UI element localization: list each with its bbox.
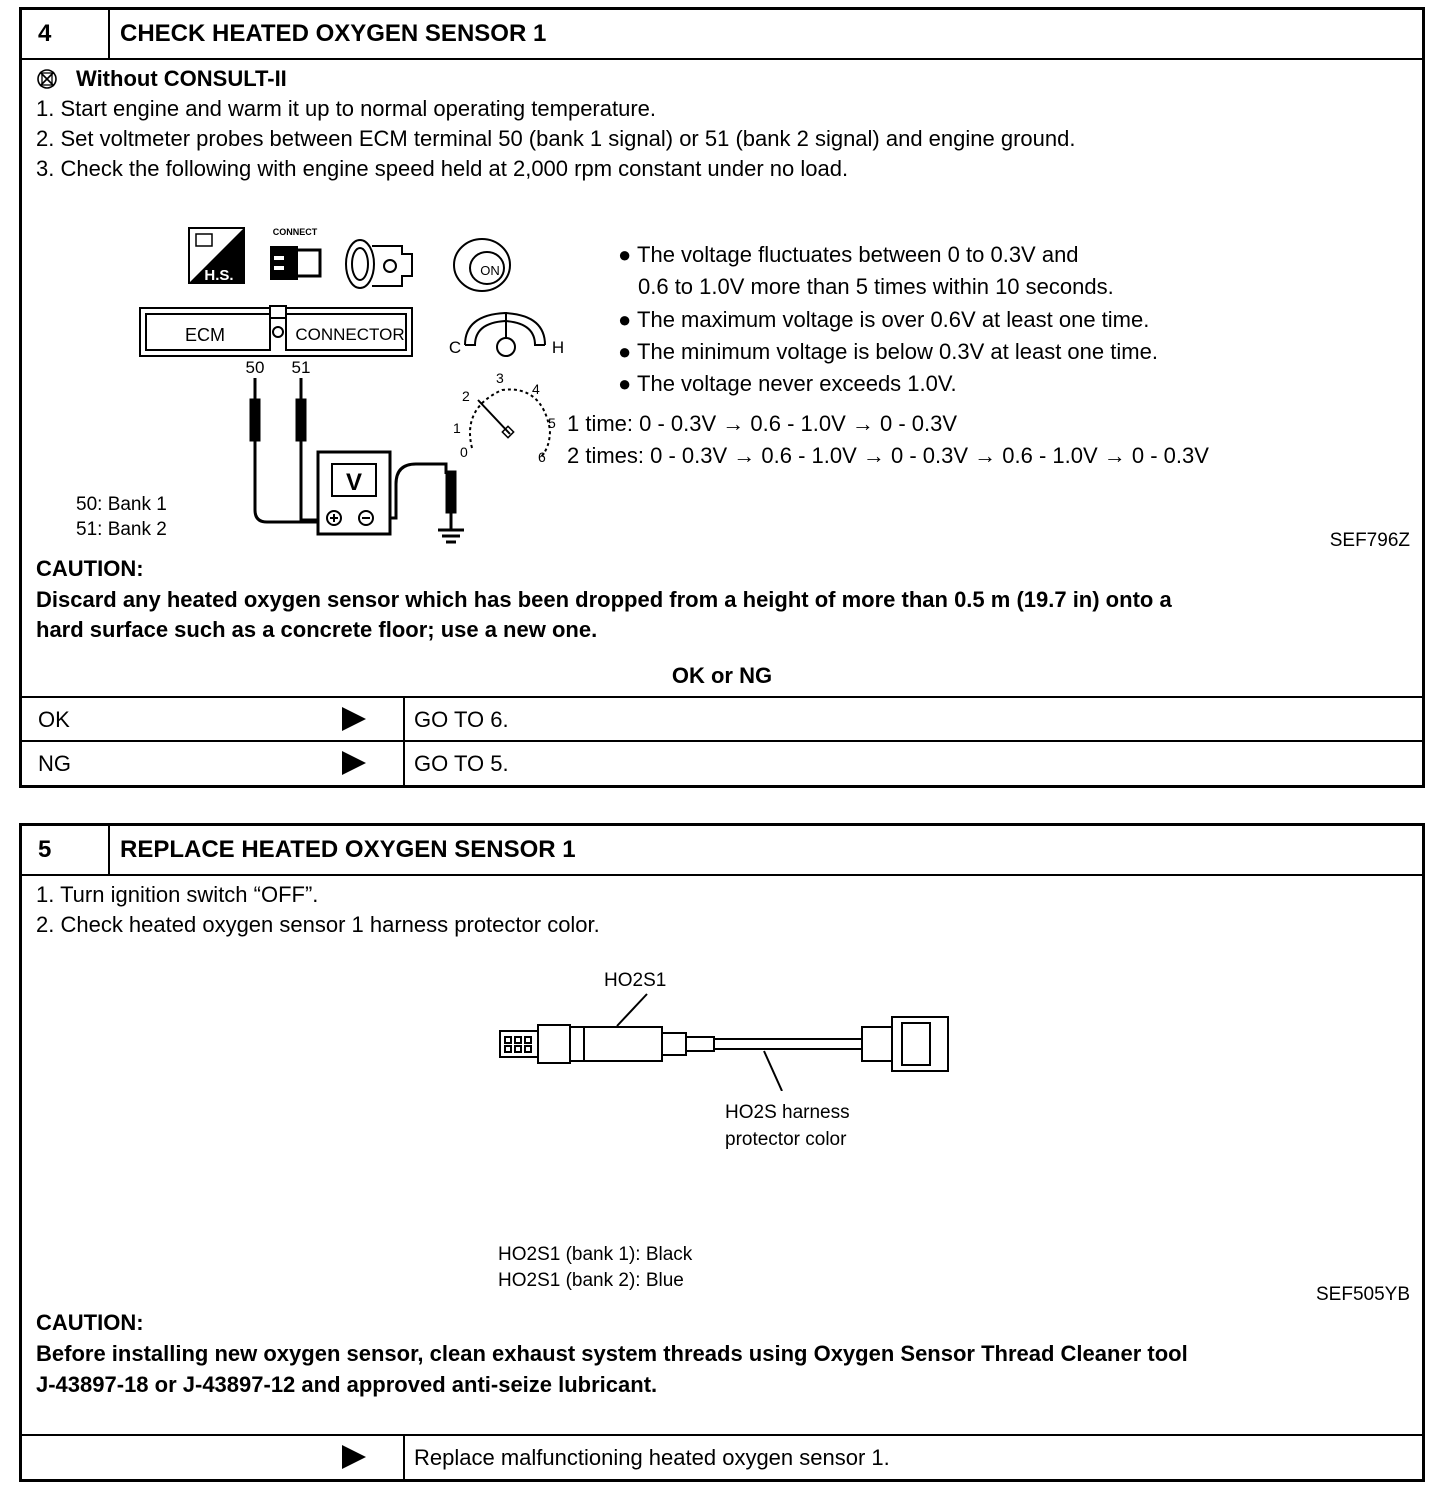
svg-text:C: C	[448, 338, 462, 357]
final-action: Replace malfunctioning heated oxygen sensor 1.	[414, 1445, 890, 1470]
svg-text:ON: ON	[480, 263, 500, 278]
arrow-icon	[342, 751, 366, 775]
final-action-row	[22, 1434, 1422, 1480]
svg-text:51: 51	[291, 358, 311, 377]
result-row-ng	[22, 740, 1422, 786]
svg-text:V: V	[345, 469, 363, 496]
voltmeter-icon	[318, 452, 390, 534]
sensor-label: HO2S1	[604, 970, 667, 991]
tachometer-icon	[453, 370, 556, 465]
ignition-on-icon	[454, 239, 510, 291]
temperature-gauge-icon	[449, 312, 564, 357]
step-number: 4	[22, 10, 110, 58]
svg-text:0: 0	[460, 444, 468, 460]
bullet-item: ● The voltage fluctuates between 0 to 0.3V and	[618, 242, 1079, 267]
result-action: GO TO 5.	[414, 751, 509, 776]
instruction-step: 2. Check heated oxygen sensor 1 harness protector color.	[36, 912, 600, 937]
instruction-step: 3. Check the following with engine speed held at 2,000 rpm constant under no load.	[36, 156, 849, 181]
step-title: REPLACE HEATED OXYGEN SENSOR 1	[120, 836, 576, 863]
caution-text: Discard any heated oxygen sensor which has been dropped from a height of more than 0.5 m (19.7 in) onto a	[36, 587, 1172, 612]
connector-connect-icon	[270, 227, 320, 280]
result-label: OK or NG	[671, 663, 773, 688]
step-title: CHECK HEATED OXYGEN SENSOR 1	[120, 20, 547, 47]
svg-text:ECM: ECM	[185, 325, 225, 345]
color-bank-2: HO2S1 (bank 2): Blue	[498, 1270, 684, 1291]
result-condition: NG	[38, 751, 71, 776]
bullet-item: ● The minimum voltage is below 0.3V at least one time.	[618, 339, 1158, 364]
svg-text:H: H	[551, 338, 565, 357]
result-condition: OK	[38, 707, 70, 732]
sequence-two-times: 2 times: 0 - 0.3V → 0.6 - 1.0V → 0 - 0.3V → 0.6 - 1.0V → 0 - 0.3V	[567, 443, 1209, 468]
step-number: 5	[22, 826, 110, 874]
sequence-one-time: 1 time: 0 - 0.3V → 0.6 - 1.0V → 0 - 0.3V	[567, 411, 958, 436]
caution-text: Before installing new oxygen sensor, clean exhaust system threads using Oxygen Sensor Thread Cleaner tool	[36, 1341, 1188, 1366]
hot-shift-icon	[189, 228, 244, 284]
figure-code: SEF505YB	[1316, 1284, 1410, 1305]
svg-text:6: 6	[538, 449, 546, 465]
svg-text:50: 50	[245, 358, 265, 377]
svg-text:1: 1	[453, 420, 461, 436]
color-bank-1: HO2S1 (bank 1): Black	[498, 1244, 693, 1265]
bullet-item: ● The maximum voltage is over 0.6V at least one time.	[618, 307, 1150, 332]
oxygen-sensor-diagram	[492, 991, 962, 1091]
figure-code: SEF796Z	[1329, 530, 1410, 551]
result-action: GO TO 6.	[414, 707, 509, 732]
instruction-step: 2. Set voltmeter probes between ECM terminal 50 (bank 1 signal) or 51 (bank 2 signal) and engine ground.	[36, 126, 1076, 151]
caution-label: CAUTION:	[36, 556, 144, 581]
step-5-header	[22, 826, 1422, 876]
bullet-item: ● The voltage never exceeds 1.0V.	[618, 371, 957, 396]
without-consult-label: Without CONSULT-II	[76, 66, 287, 91]
harness-label: protector color	[725, 1129, 847, 1150]
no-consult-icon	[36, 68, 58, 90]
result-row-ok	[22, 696, 1422, 742]
svg-text:CONNECT: CONNECT	[272, 227, 318, 237]
caution-text: hard surface such as a concrete floor; use a new one.	[36, 617, 598, 642]
caution-label: CAUTION:	[36, 1310, 144, 1335]
svg-text:5: 5	[548, 415, 556, 431]
svg-text:H.S.: H.S.	[204, 267, 234, 284]
caution-text: J-43897-18 or J-43897-12 and approved anti-seize lubricant.	[36, 1372, 658, 1397]
voltmeter-wiring-diagram	[112, 220, 572, 550]
svg-text:4: 4	[532, 381, 540, 397]
harness-label: HO2S harness	[725, 1102, 850, 1123]
svg-text:2: 2	[462, 388, 470, 404]
svg-text:CONNECTOR: CONNECTOR	[295, 325, 405, 344]
arrow-icon	[342, 707, 366, 731]
bullet-item-continued: 0.6 to 1.0V more than 5 times within 10 seconds.	[638, 274, 1114, 299]
legend-bank-2: 51: Bank 2	[76, 519, 167, 540]
legend-bank-1: 50: Bank 1	[76, 494, 167, 515]
svg-text:3: 3	[496, 370, 504, 386]
step-4-header	[22, 10, 1422, 60]
arrow-icon	[342, 1445, 366, 1469]
instruction-step: 1. Turn ignition switch “OFF”.	[36, 882, 319, 907]
step-5-section	[19, 823, 1425, 1482]
instruction-step: 1. Start engine and warm it up to normal operating temperature.	[36, 96, 657, 121]
engine-icon	[346, 240, 412, 288]
step-4-section	[19, 7, 1425, 788]
ecm-connector	[140, 306, 412, 356]
